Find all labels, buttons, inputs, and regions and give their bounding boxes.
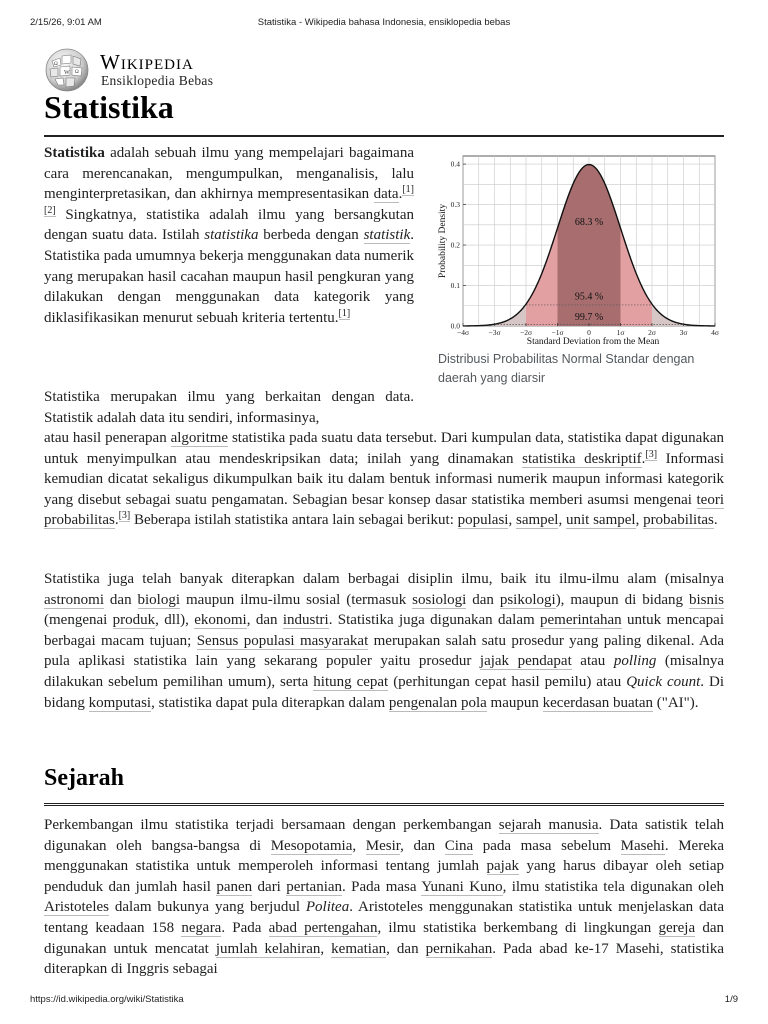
link-kecerdasan-buatan[interactable]: kecerdasan buatan bbox=[542, 694, 653, 711]
y-tick-label: 0.4 bbox=[450, 159, 460, 169]
wikipedia-globe-icon bbox=[44, 47, 90, 93]
link-mesir[interactable]: Mesir bbox=[365, 837, 401, 854]
print-header bbox=[30, 17, 738, 31]
print-title: Statistika - Wikipedia bahasa Indonesia, ensiklopedia bebas bbox=[257, 17, 511, 28]
link-jajak-pendapat[interactable]: jajak pendapat bbox=[479, 653, 572, 670]
link-unit-sampel[interactable]: unit sampel bbox=[565, 512, 636, 529]
print-datetime: 2/15/26, 9:01 AM bbox=[30, 17, 102, 28]
link-algoritme[interactable]: algoritme bbox=[170, 430, 229, 446]
normal-distribution-chart[interactable] bbox=[436, 150, 724, 346]
x-tick-label: −3σ bbox=[488, 328, 501, 337]
print-footer bbox=[30, 994, 738, 1008]
link-gereja[interactable]: gereja bbox=[658, 919, 696, 936]
x-tick-label: 3σ bbox=[679, 328, 688, 337]
link-sosiologi[interactable]: sosiologi bbox=[412, 591, 467, 608]
ref-3b[interactable]: [3] bbox=[118, 510, 131, 522]
title-divider bbox=[44, 135, 724, 137]
link-abad-pertengahan[interactable]: abad pertengahan bbox=[268, 919, 378, 936]
link-jumlah-kelahiran[interactable]: jumlah kelahiran bbox=[215, 940, 321, 957]
link-populasi[interactable]: populasi bbox=[457, 512, 509, 529]
link-yunani-kuno[interactable]: Yunani Kuno bbox=[421, 878, 503, 895]
link-statistika-deskriptif[interactable]: statistika deskriptif bbox=[522, 450, 642, 467]
intro-paragraph: Statistika adalah sebuah ilmu yang mempelajari bagaimana cara merencanakan, mengumpulkan, menganalisis, lalu menginterpretasikan, dan akhirnya mempresentasikan data.[1][2] Singkatnya, statistika adalah ilmu yang bersangkutan dengan suatu data. Istilah statistika berbeda dengan statistik. Statistika pada umumnya bekerja menggunakan data numerik yang merupakan hasil cacahan maupun hasil pengkuran yang dilakukan dengan menggunakan data kategorik yang diklasifikasikan menurut sebuah kriteria tertentu.[1] bbox=[44, 145, 414, 326]
x-tick-label: 0 bbox=[587, 328, 591, 337]
link-kematian[interactable]: kematian bbox=[331, 940, 387, 957]
y-axis-label: Probability Density bbox=[438, 203, 448, 279]
figure-caption: Distribusi Probabilitas Normal Standar dengan daerah yang diarsir bbox=[438, 352, 695, 385]
ref-1b[interactable]: [1] bbox=[338, 307, 351, 319]
link-aristoteles[interactable]: Aristoteles bbox=[44, 899, 109, 916]
svg-text:Ω: Ω bbox=[54, 62, 58, 67]
x-tick-label: 4σ bbox=[711, 328, 719, 337]
x-tick-label: 2σ bbox=[648, 328, 656, 337]
link-probabilitas[interactable]: probabilitas bbox=[643, 512, 714, 529]
ref-2[interactable]: [2] bbox=[44, 204, 56, 216]
svg-text:W: W bbox=[64, 70, 70, 76]
link-pernikahan[interactable]: pernikahan bbox=[425, 940, 493, 957]
link-mesopotamia[interactable]: Mesopotamia bbox=[270, 837, 353, 854]
link-sampel[interactable]: sampel bbox=[515, 512, 559, 529]
page-title: Statistika bbox=[44, 89, 174, 125]
link-hitung-cepat[interactable]: hitung cepat bbox=[313, 673, 389, 690]
link-masehi[interactable]: Masehi bbox=[620, 837, 665, 854]
link-produk[interactable]: produk bbox=[112, 612, 156, 629]
para2-rest: atau hasil penerapan algoritme statistika pada suatu data tersebut. Dari kumpulan data, statistika dapat digunakan untuk menyimpulkan atau mendeskripsikan data; inilah yang dinamakan statistika deskriptif.[3] Informasi kemudian dicatat sekaligus dikumpulkan baik itu dalam bentuk informasi numerik maupun informasi kategorik yang disebut sebagai suatu pengamatan. Sebagian besar konsep dasar statistika memberi asumsi mengenai teori probabilitas.[3] Beberapa istilah statistika antara lain sebagai berikut: populasi, sampel, unit sampel, probabilitas. bbox=[44, 430, 724, 529]
link-komputasi[interactable]: komputasi bbox=[88, 694, 152, 711]
link-pemerintahan[interactable]: pemerintahan bbox=[540, 612, 622, 629]
region-label: 68.3 % bbox=[574, 216, 604, 228]
svg-text:Ω: Ω bbox=[75, 70, 79, 75]
link-pertanian[interactable]: pertanian bbox=[286, 878, 343, 895]
link-psikologi[interactable]: psikologi bbox=[499, 591, 556, 608]
x-tick-label: 1σ bbox=[616, 328, 625, 337]
link-bisnis[interactable]: bisnis bbox=[688, 591, 724, 608]
section-divider bbox=[44, 803, 724, 808]
y-tick-label: 0.3 bbox=[450, 200, 460, 210]
x-axis-label: Standard Deviation from the Mean bbox=[526, 337, 660, 346]
link-panen[interactable]: panen bbox=[216, 878, 253, 895]
link-biologi[interactable]: biologi bbox=[137, 591, 181, 608]
x-tick-label: −2σ bbox=[519, 328, 533, 337]
y-tick-label: 0.0 bbox=[450, 321, 460, 331]
para3: Statistika juga telah banyak diterapkan dalam berbagai disiplin ilmu, baik itu ilmu-ilmu alam (misalnya astronomi dan biologi maupun ilmu-ilmu sosial (termasuk sosiologi dan psikologi), maupun di bidang bisnis (mengenai produk, dll), ekonomi, dan industri. Statistika juga digunakan dalam pemerintahan untuk mencapai berbagai macam tujuan; Sensus populasi masyarakat merupakan salah satu prosedur yang paling dikenal. Ada pula aplikasi statistika lain yang sekarang populer yaitu prosedur jajak pendapat atau polling (misalnya dilakukan sebelum pemilihan umum), serta hitung cepat (perhitungan cepat hasil pemilu) atau Quick count. Di bidang komputasi, statistika dapat pula diterapkan dalam pengenalan pola maupun kecerdasan buatan ("AI"). bbox=[44, 571, 725, 711]
wikipedia-tagline: Ensiklopedia Bebas bbox=[101, 73, 214, 88]
section-heading-sejarah: Sejarah bbox=[44, 765, 124, 791]
link-pengenalan-pola[interactable]: pengenalan pola bbox=[388, 694, 487, 711]
link-sejarah-manusia[interactable]: sejarah manusia bbox=[498, 817, 599, 833]
y-tick-label: 0.1 bbox=[450, 281, 460, 291]
link-ekonomi[interactable]: ekonomi bbox=[194, 612, 247, 629]
link-cina[interactable]: Cina bbox=[444, 837, 474, 854]
link-teori-probabilitas[interactable]: teori probabilitas bbox=[44, 491, 724, 529]
y-tick-label: 0.2 bbox=[450, 240, 460, 250]
normal-distribution-figure bbox=[436, 150, 724, 390]
link-data[interactable]: data bbox=[373, 186, 399, 203]
ref-3[interactable]: [3] bbox=[645, 448, 658, 460]
print-page-number: 1/9 bbox=[724, 994, 738, 1005]
link-sensus[interactable]: Sensus populasi masyarakat bbox=[196, 632, 369, 649]
print-url: https://id.wikipedia.org/wiki/Statistika bbox=[30, 994, 184, 1005]
x-tick-label: −4σ bbox=[456, 328, 470, 337]
x-tick-label: −1σ bbox=[551, 328, 564, 337]
region-label: 95.4 % bbox=[574, 291, 604, 303]
link-statistik[interactable]: statistik bbox=[363, 227, 411, 244]
link-astronomi[interactable]: astronomi bbox=[44, 591, 104, 608]
link-negara[interactable]: negara bbox=[181, 919, 222, 936]
link-pajak[interactable]: pajak bbox=[486, 858, 519, 875]
link-industri[interactable]: industri bbox=[282, 612, 329, 629]
wikipedia-logo[interactable] bbox=[44, 44, 294, 94]
wikipedia-wordmark: Wikipedia bbox=[100, 50, 194, 74]
sejarah-paragraph: Perkembangan ilmu statistika terjadi bersamaan dengan perkembangan sejarah manusia. Data satistik telah digunakan oleh bangsa-bangsa di Mesopotamia, Mesir, dan Cina pada masa sebelum Masehi. Mereka menggunakan statistika untuk memperoleh informasi tentang jumlah pajak yang harus dibayar oleh setiap penduduk dan jumlah hasil panen dari pertanian. Pada masa Yunani Kuno, ilmu statistika tela digunakan oleh Aristoteles dalam bukunya yang berjudul Politea. Aristoteles menggunakan statistika untuk menjelaskan data tentang keadaan 158 negara. Pada abad pertengahan, ilmu statistika berkembang di lingkungan gereja dan digunakan untuk mencatat jumlah kelahiran, kematian, dan pernikahan. Pada abad ke-17 Masehi, statistika diterapkan di Inggris sebagai bbox=[44, 817, 725, 978]
region-label: 99.7 % bbox=[574, 311, 604, 323]
lead-term: Statistika bbox=[44, 145, 105, 161]
ref-1[interactable]: [1] bbox=[402, 184, 414, 196]
para2-top: Statistika merupakan ilmu yang berkaitan dengan data. Statistik adalah data itu sendiri, informasinya, bbox=[44, 389, 414, 426]
